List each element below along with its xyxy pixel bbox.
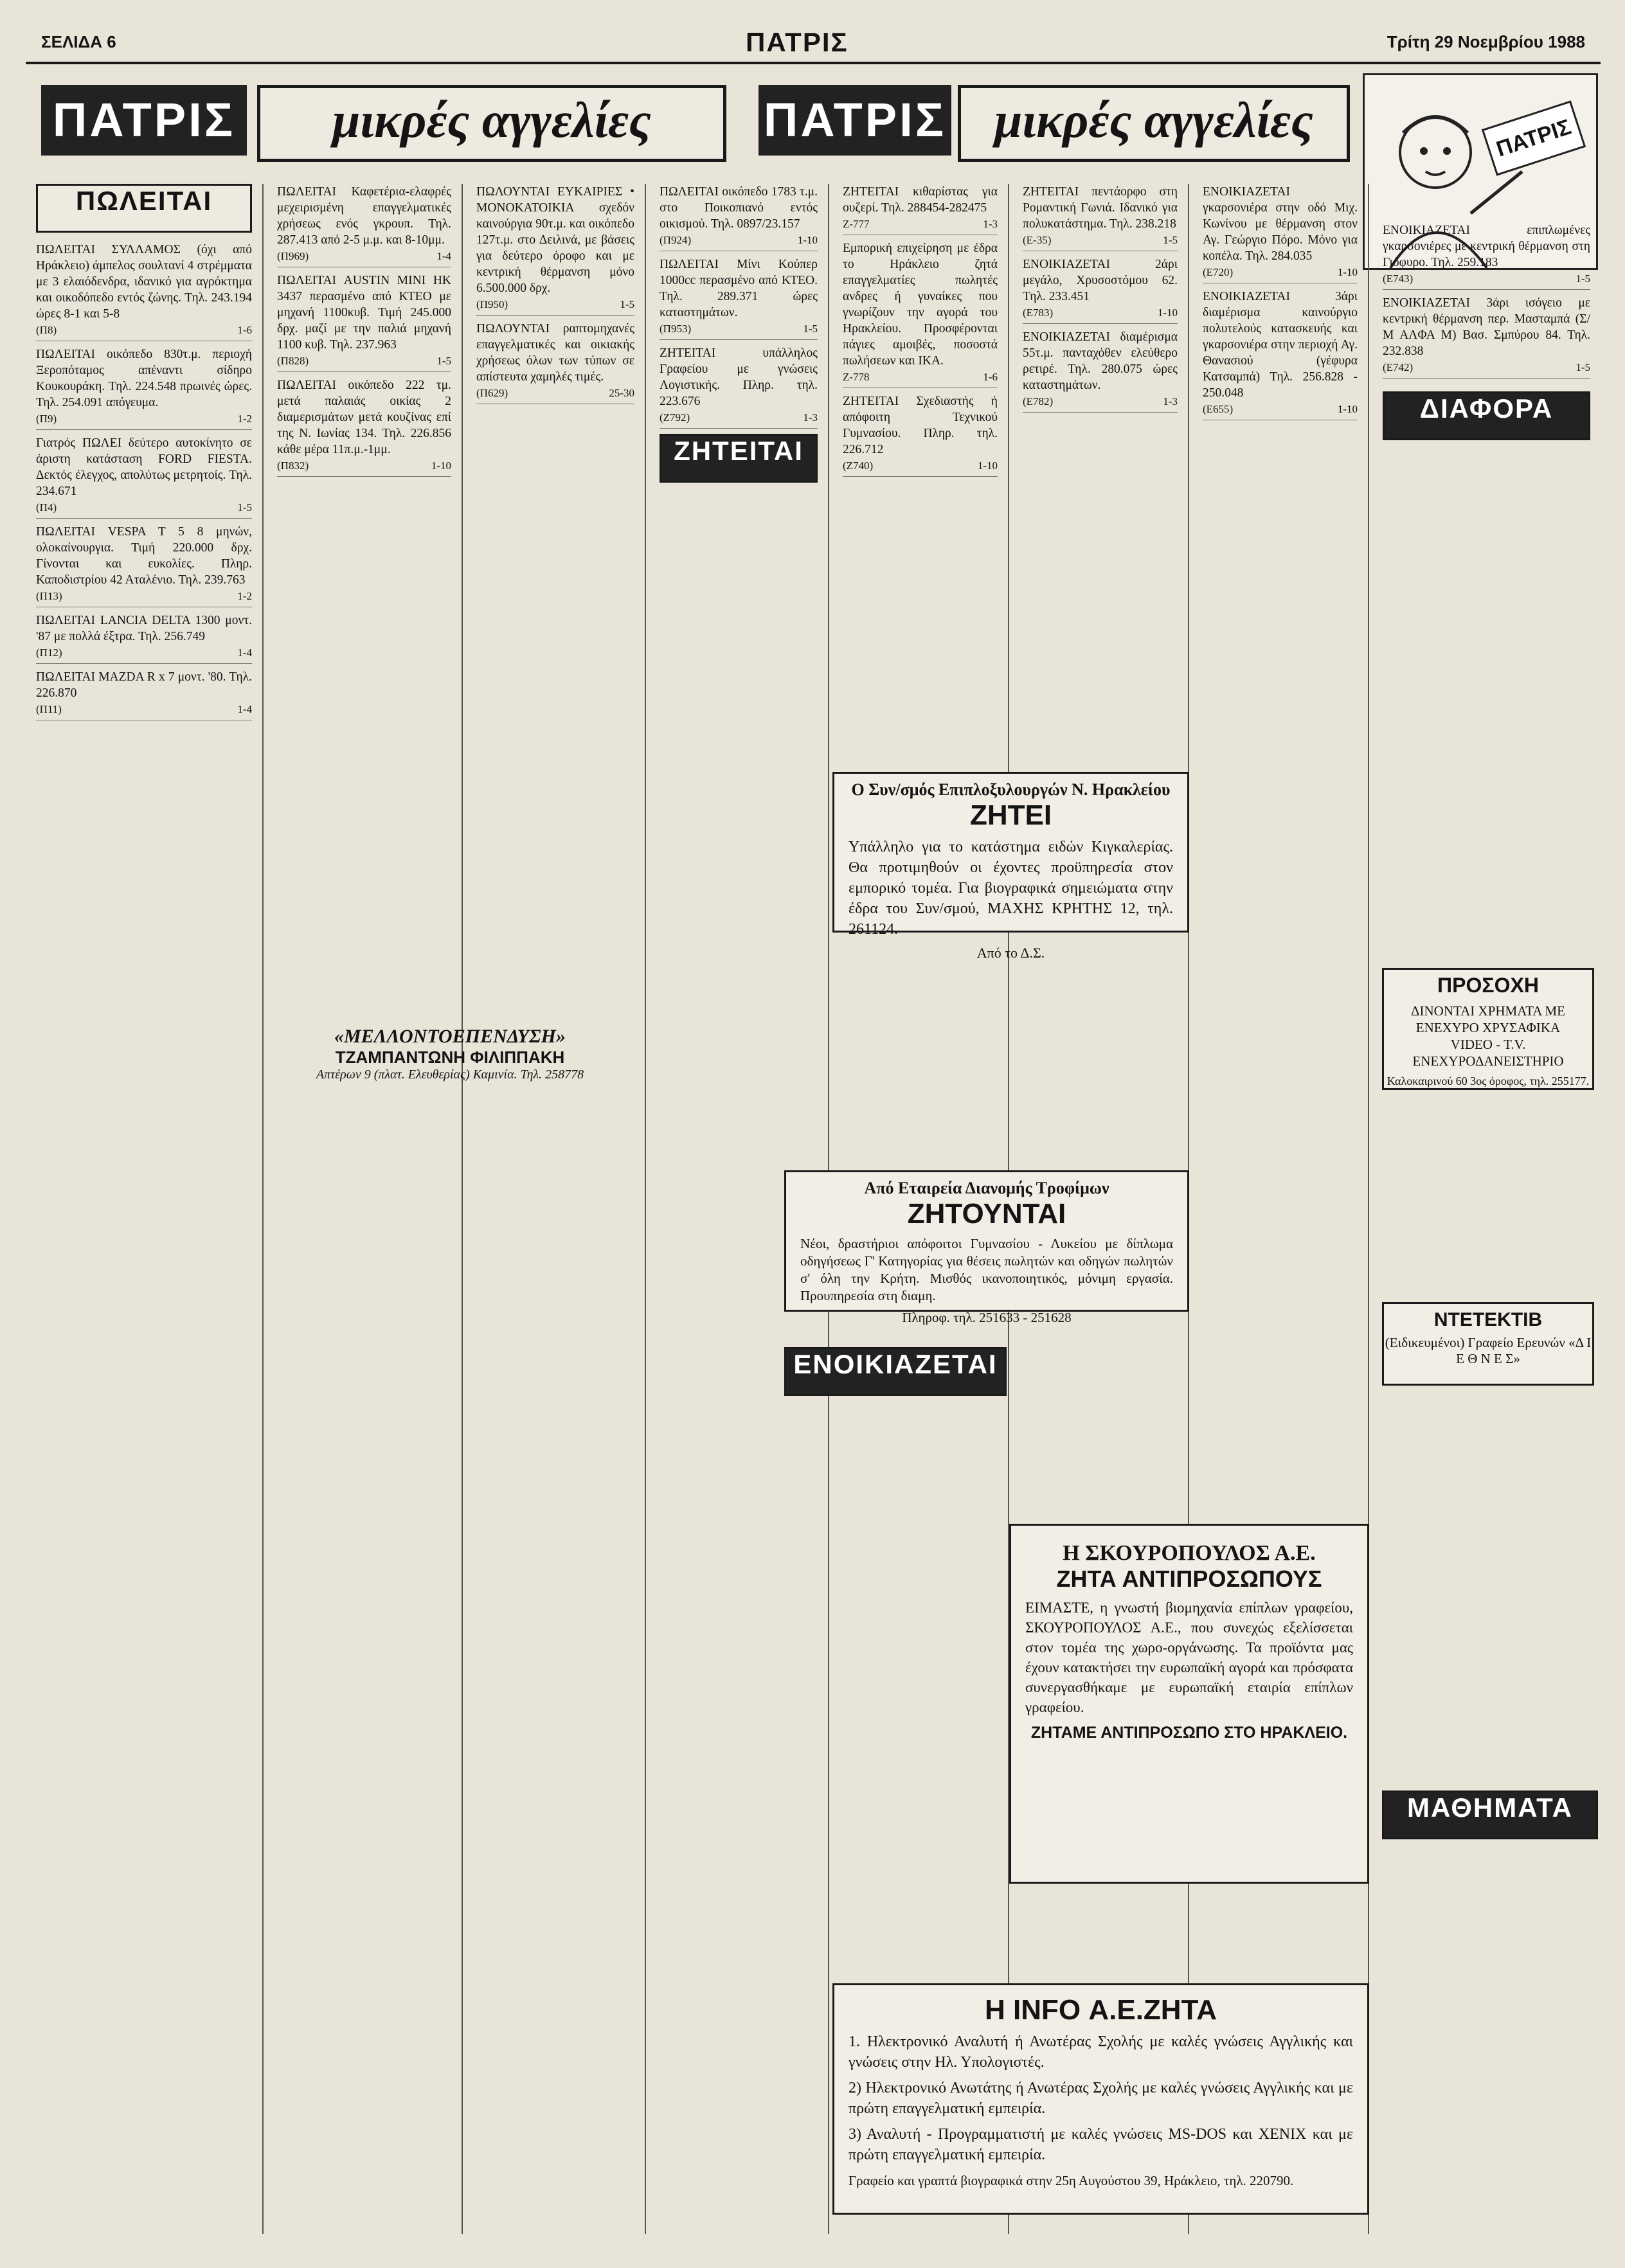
- classified-ad: [1023, 329, 1178, 413]
- classified-ad: [277, 184, 451, 267]
- ad-ref: Z-777: [843, 218, 870, 230]
- ad-ref: (Π11): [36, 703, 62, 715]
- section-zitoun: ΖΗΤΕΙΤΑΙ: [660, 434, 818, 483]
- column-1: [26, 184, 264, 2234]
- box-info-item-3: 3) Αναλυτή - Προγραμματιστή με καλές γνώσεις MS-DOS και XENIX και με πρώτη επαγγελματική εμπειρία.: [848, 2126, 1353, 2163]
- ad-code: [476, 296, 634, 316]
- classified-ad: [277, 272, 451, 372]
- ad-code: [277, 458, 451, 477]
- ad-count: 1-5: [803, 323, 818, 335]
- ad-code: [36, 411, 252, 430]
- ad-ref: Z-778: [843, 371, 870, 383]
- ad-text: ΠΩΛΕΙΤΑΙ LANCIA DELTA 1300 μοντ. '87 με πολλά έξτρα. Τηλ. 256.749: [36, 614, 252, 643]
- banner-title-2: μικρές αγγελίες: [958, 85, 1350, 162]
- ad-ref: (Π13): [36, 590, 62, 602]
- ad-ref: (Ε782): [1023, 395, 1054, 407]
- box-info-item-2: 2) Ηλεκτρονικό Ανωτάτης ή Ανωτέρας Σχολής με καλές γνώσεις Αγγλικής και με πρώτη επαγγελματική εμπειρία.: [848, 2080, 1353, 2117]
- classified-ad: [1203, 289, 1358, 420]
- ad-code: [1383, 271, 1590, 290]
- ad-code: [1203, 264, 1358, 283]
- ad-text: ΕΝΟΙΚΙΑΖΕΤΑΙ 2άρι μεγάλο, Χρυσοστόμου 62. Τηλ. 233.451: [1023, 258, 1178, 303]
- ad-text: ΠΩΛΕΙΤΑΙ οικόπεδο 830τ.μ. περιοχή Ξεροπόταμος απέναντι σίδηρο Κουκουράκη. Τηλ. 224.548 πρωινές ώρες. Τηλ. 254.091 απόγευμα.: [36, 348, 252, 409]
- ad-code: [660, 321, 818, 340]
- box-ntetektiv: [1382, 1302, 1594, 1386]
- box-food-title: Από Εταιρεία Διανομής Τροφίμων: [864, 1179, 1109, 1197]
- ad-ref: (Π950): [476, 298, 508, 310]
- box-skour-cta: ΖΗΤΑΜΕ ΑΝΤΙΠΡΟΣΩΠΟ ΣΤΟ ΗΡΑΚΛΕΙΟ.: [1030, 1724, 1348, 1742]
- ad-text: ΠΩΛΕΙΤΑΙ ΣΥΛΛΑΜΟΣ (όχι από Ηράκλειο) άμπελος σουλτανί 4 στρέμματα με 3 ελαιόδενδρα, ιδανικό για αγρόκτημα και οικοδόπεδο εντός ζώνης. Τηλ. 243.194 ώρες 8-1 και 5-8: [36, 243, 252, 321]
- ad-ref: (Π629): [476, 387, 508, 399]
- classified-ad: [843, 184, 998, 235]
- box-syndesmos-title: Ο Συν/σμός Επιπλοξυλουργών Ν. Ηρακλείου: [851, 780, 1171, 799]
- ad-count: 1-4: [237, 703, 252, 715]
- ad-ref: (Ε655): [1203, 403, 1234, 415]
- ad-ref: (Ζ740): [843, 460, 874, 472]
- box-info-item-1: 1. Ηλεκτρονικό Αναλυτή ή Ανωτέρας Σχολής με καλές γνώσεις Αγγλικής και γνώσεις στην Ηλ. Υπολογιστές.: [848, 2033, 1353, 2071]
- ad-code: [36, 645, 252, 664]
- ad-ref: (Ε742): [1383, 361, 1414, 373]
- ad-ref: (Ε783): [1023, 307, 1054, 319]
- classified-ad: [843, 240, 998, 388]
- ad-count: 1-3: [1163, 395, 1178, 407]
- ad-code: [1023, 305, 1178, 324]
- ad-ref: (Π828): [277, 355, 309, 367]
- ad-code: [36, 499, 252, 519]
- box-food-heading: ΖΗΤΟΥΝΤΑΙ: [907, 1198, 1066, 1229]
- ad-count: 1-10: [797, 234, 818, 246]
- box-skour-heading: ΖΗΤΑ ΑΝΤΙΠΡΟΣΩΠΟΥΣ: [1056, 1566, 1322, 1592]
- ad-code: [476, 385, 634, 404]
- ad-text: ΠΩΛΕΙΤΑΙ MAZDA R x 7 μοντ. '80. Τηλ. 226.870: [36, 670, 252, 700]
- ad-ref: (Π8): [36, 324, 57, 336]
- ad-count: 1-10: [977, 460, 998, 472]
- ad-text: ΖΗΤΕΙΤΑΙ κιθαρίστας για ουζερί. Τηλ. 288454-282475: [843, 185, 998, 215]
- ad-code: [843, 216, 998, 235]
- ad-code: [36, 322, 252, 341]
- ad-count: 25-30: [609, 387, 634, 399]
- ad-count: 1-5: [1576, 361, 1590, 373]
- box-syndesmos-heading: ΖΗΤΕΙ: [969, 799, 1052, 831]
- ad-count: 1-6: [237, 324, 252, 336]
- classified-ad: [1203, 184, 1358, 283]
- ad-code: [36, 701, 252, 720]
- box-food-contact: Πληροφ. τηλ. 251633 - 251628: [902, 1310, 1072, 1325]
- classified-ad: [660, 345, 818, 429]
- box-syndesmos-sign: Από το Δ.Σ.: [976, 945, 1045, 961]
- section-diafora: ΔΙΑΦΟΡΑ: [1383, 391, 1590, 440]
- ad-code: [660, 232, 818, 251]
- ad-code: [277, 353, 451, 372]
- banner-title: μικρές αγγελίες: [257, 85, 726, 162]
- classified-ad: [660, 256, 818, 340]
- ad-ref: (Ε743): [1383, 272, 1414, 285]
- page-number: ΣΕΛΙΔΑ 6: [41, 32, 116, 51]
- ad-ref: (Ε-35): [1023, 234, 1052, 246]
- ad-code: [1203, 401, 1358, 420]
- ad-count: 1-3: [983, 218, 998, 230]
- column-8: [1372, 184, 1601, 2234]
- classified-ad: [36, 612, 252, 664]
- ad-code: [843, 458, 998, 477]
- ad-text: ΖΗΤΕΙΤΑΙ Σχεδιαστής ή απόφοιτη Τεχνικού Γυμνασίου. Πληρ. τηλ. 226.712: [843, 395, 998, 456]
- column-3: [466, 184, 646, 2234]
- box-food-body: Νέοι, δραστήριοι απόφοιτοι Γυμνασίου - Λυκείου με δίπλωμα οδηγήσεως Γ' Κατηγορίας για θέσεις πωλητών και οδηγών πωλητών σ' όλη την Κρήτη. Μισθός ικανοποιητικός, μόνιμη εργασία. Προυπηρεσία στη διαμη.: [800, 1236, 1173, 1303]
- ad-code: [36, 588, 252, 607]
- issue-date: Τρίτη 29 Νοεμβρίου 1988: [1387, 32, 1585, 51]
- box-syndesmos-body: Υπάλληλο για το κατάστημα ειδών Κιγκαλερίας. Θα προτιμηθούν οι έχοντες προϋπηρεσία στον εμπορικό τομέα. Για βιογραφικά σημειώματα στην έδρα του Συν/σμού, ΜΑΧΗΣ ΚΡΗΤΗΣ 12, τηλ. 261124.: [848, 839, 1173, 938]
- section-poleitai: ΠΩΛΕΙΤΑΙ: [36, 184, 252, 233]
- classified-ad: [36, 435, 252, 519]
- classified-ad: [277, 377, 451, 477]
- ad-ref: (Π924): [660, 234, 692, 246]
- ad-ref: (Π12): [36, 647, 62, 659]
- box-mellon: [270, 1026, 630, 1090]
- ad-ref: (Π9): [36, 413, 57, 425]
- ad-text: ΠΩΛΕΙΤΑΙ Μίνι Κούπερ 1000cc περασμένο από ΚΤΕΟ. Τηλ. 289.371 ώρες καταστημάτων.: [660, 258, 818, 319]
- ad-count: 1-10: [431, 460, 451, 472]
- column-7: [1192, 184, 1369, 2234]
- ad-text: Εμπορική επιχείρηση με έδρα το Ηράκλειο ζητά επαγγελματίες πωλητές ανδρες ή γυναίκες που γνωρίζουν την αγορά του Ηρακλείου. Προσφέρονται πάγιες αμοιβές, ποσοστά πωλήσεων και ΙΚΑ.: [843, 242, 998, 368]
- ad-ref: (Π832): [277, 460, 309, 472]
- ad-count: 1-5: [1163, 234, 1178, 246]
- section-mathimata: ΜΑΘΗΜΑΤΑ: [1382, 1790, 1598, 1839]
- ad-code: [277, 248, 451, 267]
- box-mellon-name: ΤΖΑΜΠΑΝΤΩΝΗ ΦΙΛΙΠΠΑΚΗ: [335, 1048, 565, 1067]
- ad-text: ΖΗΤΕΙΤΑΙ υπάλληλος Γραφείου με γνώσεις Λογιστικής. Πληρ. τηλ. 223.676: [660, 346, 818, 408]
- ad-count: 1-10: [1157, 307, 1178, 319]
- box-skour-body: ΕΙΜΑΣΤΕ, η γνωστή βιομηχανία επίπλων γραφείου, ΣΚΟΥΡΟΠΟΥΛΟΣ Α.Ε., που συνεχώς εξελίσσεται στον τομέα της χωρο-οργάνωσης. Τα προϊόντα μας έχουν κατακτήσει την ευρωπαϊκή αγορά και πρόσφατα συνεργασθήκαμε με ευρωπαϊκή εταιρία επίπλων γραφείου.: [1025, 1600, 1353, 1715]
- classified-ad: [1023, 184, 1178, 251]
- ad-count: 1-2: [237, 590, 252, 602]
- classified-ad: [1383, 295, 1590, 379]
- classified-ad: [843, 393, 998, 477]
- classified-ad: [1383, 222, 1590, 290]
- box-skour-title: Η ΣΚΟΥΡΟΠΟΥΛΟΣ Α.Ε.: [1063, 1541, 1316, 1565]
- ad-count: 1-4: [436, 250, 451, 262]
- ad-text: Γιατρός ΠΩΛΕΙ δεύτερο αυτοκίνητο σε άριστη κατάσταση FORD FIESTA. Δεκτός έλεγχος, απολύτως μετρητοίς. Τηλ. 234.671: [36, 436, 252, 498]
- box-mellon-address: Απτέρων 9 (πλατ. Ελευθερίας) Καμινία. Τηλ. 258778: [316, 1067, 584, 1082]
- box-food-company: [784, 1170, 1189, 1325]
- box-prosoxi-body: ΔΙΝΟΝΤΑΙ ΧΡΗΜΑΤΑ ΜΕ ΕΝΕΧΥΡΟ ΧΡΥΣΑΦΙΚΑ VIDEO - T.V. ΕΝΕΧΥΡΟΔΑΝΕΙΣΤΗΡΙΟ: [1411, 1003, 1565, 1069]
- ad-code: [1383, 359, 1590, 379]
- column-2: [267, 184, 463, 2234]
- newspaper-page: [26, 23, 1601, 2247]
- box-prosoxi-address: Καλοκαιρινού 60 3ος όροφος, τηλ. 255177.: [1387, 1075, 1590, 1087]
- ad-count: 1-5: [237, 501, 252, 513]
- illustration-sign: ΠΑΤΡΙΣ: [1482, 100, 1586, 175]
- ad-count: 1-4: [237, 647, 252, 659]
- ad-text: ΕΝΟΙΚΙΑΖΕΤΑΙ 3άρι ισόγειο με κεντρική θέρμανση περ. Μασταμπά (Σ/Μ ΑΛΦΑ Μ) Βασ. Σμπύρου 84. Τηλ. 232.838: [1383, 296, 1590, 358]
- ad-ref: (Ζ792): [660, 411, 690, 424]
- box-info-footer: Γραφείο και γραπτά βιογραφικά στην 25η Αυγούστου 39, Ηράκλειο, τηλ. 220790.: [848, 2173, 1294, 2188]
- ad-text: ΠΩΛΕΙΤΑΙ Καφετέρια-ελαφρές μεχειρισμένη επαγγελματικές χρήσεως ενός γκρουπ. Τηλ. 287.413 από 2-5 μ.μ. και 8-10μμ.: [277, 185, 451, 247]
- box-ntetektiv-sub: (Ειδικευμένοι) Γραφείο Ερευνών «Δ Ι Ε Θ Ν Ε Σ»: [1385, 1335, 1592, 1366]
- box-prosoxi: [1382, 968, 1594, 1090]
- classified-ad: [36, 524, 252, 607]
- paper-logo-2: ΠΑΤΡΙΣ: [759, 85, 951, 156]
- ad-ref: (Π4): [36, 501, 57, 513]
- classified-ad: [476, 321, 634, 404]
- ad-text: ΠΩΛΟΥΝΤΑΙ ΕΥΚΑΙΡΙΕΣ • ΜΟΝΟΚΑΤΟΙΚΙΑ σχεδόν καινούργια 90τ.μ. και οικόπεδο 127τ.μ. στο Δειλινά, με βάσεις για δεύτερο όροφο και με κεντρική θέρμανση μόνο 6.500.000 δρχ.: [476, 185, 634, 295]
- ad-text: ΠΩΛΟΥΝΤΑΙ ραπτομηχανές επαγγελματικές και οικιακής χρήσεως όλων των τύπων σε απίστευτα χαμηλές τιμές.: [476, 322, 634, 384]
- ad-ref: (Ε720): [1203, 266, 1234, 278]
- ad-count: 1-10: [1337, 266, 1358, 278]
- ad-code: [1023, 232, 1178, 251]
- box-skouropoulos: [1009, 1524, 1369, 1884]
- box-prosoxi-heading: ΠΡΟΣΟΧΗ: [1437, 974, 1539, 997]
- box-info: [832, 1983, 1369, 2215]
- ad-text: ΕΝΟΙΚΙΑΖΕΤΑΙ διαμέρισμα 55τ.μ. πανταχόθεν ελεύθερο ρετιρέ. Τηλ. 280.075 ώρες καταστημάτων.: [1023, 330, 1178, 392]
- classifieds-banner: [26, 73, 1601, 170]
- ad-text: ΠΩΛΕΙΤΑΙ οικόπεδο 222 τμ. μετά παλαιάς οικίας 2 διαμερισμάτων μετά κουζίνας επί της Ν. Ιωνίας 134. Τηλ. 226.856 κάθε μέρα 11π.μ.-1μμ.: [277, 379, 451, 456]
- box-syndesmos: [832, 772, 1189, 961]
- ad-ref: (Π969): [277, 250, 309, 262]
- page-header: [26, 23, 1601, 64]
- ad-text: ΕΝΟΙΚΙΑΖΕΤΑΙ γκαρσονιέρα στην οδό Μιχ. Κωνίνου με θέρμανση στον Αγ. Γεώργιο Πόρο. Μόνο για κοπέλα. Τηλ. 284.035: [1203, 185, 1358, 263]
- classified-ad: [660, 184, 818, 251]
- ad-text: ΕΝΟΙΚΙΑΖΕΤΑΙ επιπλωμένες γκαρσονιέρες με κεντρική θέρμανση στη Γιόφυρο. Τηλ. 259.183: [1383, 224, 1590, 269]
- ad-text: ΠΩΛΕΙΤΑΙ VESPA T 5 8 μηνών, ολοκαίνουργια. Τιμή 220.000 δρχ. Γίνονται και ευκολίες. Πληρ. Καποδιστρίου 42 Αταλένιο. Τηλ. 239.763: [36, 525, 252, 587]
- ad-count: 1-5: [620, 298, 634, 310]
- classified-ad: [1023, 256, 1178, 324]
- ad-text: ΠΩΛΕΙΤΑΙ AUSTIN MINI HK 3437 περασμένο από ΚΤΕΟ με μηχανή 1100κυβ. Τιμή 245.000 δρχ. μαζί με την παλιά μηχανή 1100 κυβ. Τηλ. 237.963: [277, 274, 451, 352]
- box-info-heading: Η INFO Α.Ε.ΖΗΤΑ: [985, 1994, 1217, 2026]
- ad-code: [843, 369, 998, 388]
- classified-ad: [36, 669, 252, 720]
- classified-ad: [36, 242, 252, 341]
- ad-text: ΖΗΤΕΙΤΑΙ πεντάορφο στη Ρομαντική Γωνιά. Ιδανικό για πολυκατάστημα. Τηλ. 238.218: [1023, 185, 1178, 231]
- ad-count: 1-5: [1576, 272, 1590, 285]
- paper-logo: ΠΑΤΡΙΣ: [41, 85, 247, 156]
- classified-ad: [36, 346, 252, 430]
- section-enoikiazetai: ΕΝΟΙΚΙΑΖΕΤΑΙ: [784, 1347, 1007, 1396]
- ad-count: 1-6: [983, 371, 998, 383]
- ad-count: 1-2: [237, 413, 252, 425]
- box-mellon-title: «ΜΕΛΛΟΝΤΟΕΠΕΝΔΥΣΗ»: [334, 1026, 566, 1047]
- ad-code: [660, 409, 818, 429]
- ad-text: ΠΩΛΕΙΤΑΙ οικόπεδο 1783 τ.μ. στο Ποικοπιανό εντός οικισμού. Τηλ. 0897/23.157: [660, 185, 818, 231]
- ad-ref: (Π953): [660, 323, 692, 335]
- ad-text: ΕΝΟΙΚΙΑΖΕΤΑΙ 3άρι διαμέρισμα καινούργιο πολυτελούς κατασκευής και γκαρσονιέρα στην περιοχή Αγ. Θανασιού (γέφυρα Κατσαμπά) Τηλ. 256.828 - 250.048: [1203, 290, 1358, 400]
- ad-code: [1023, 393, 1178, 413]
- ad-count: 1-3: [803, 411, 818, 424]
- ad-count: 1-5: [436, 355, 451, 367]
- box-ntetektiv-heading: ΝΤΕΤΕΚΤΙΒ: [1433, 1309, 1543, 1330]
- classified-ad: [476, 184, 634, 316]
- paper-name: ΠΑΤΡΙΣ: [746, 27, 848, 57]
- ad-count: 1-10: [1337, 403, 1358, 415]
